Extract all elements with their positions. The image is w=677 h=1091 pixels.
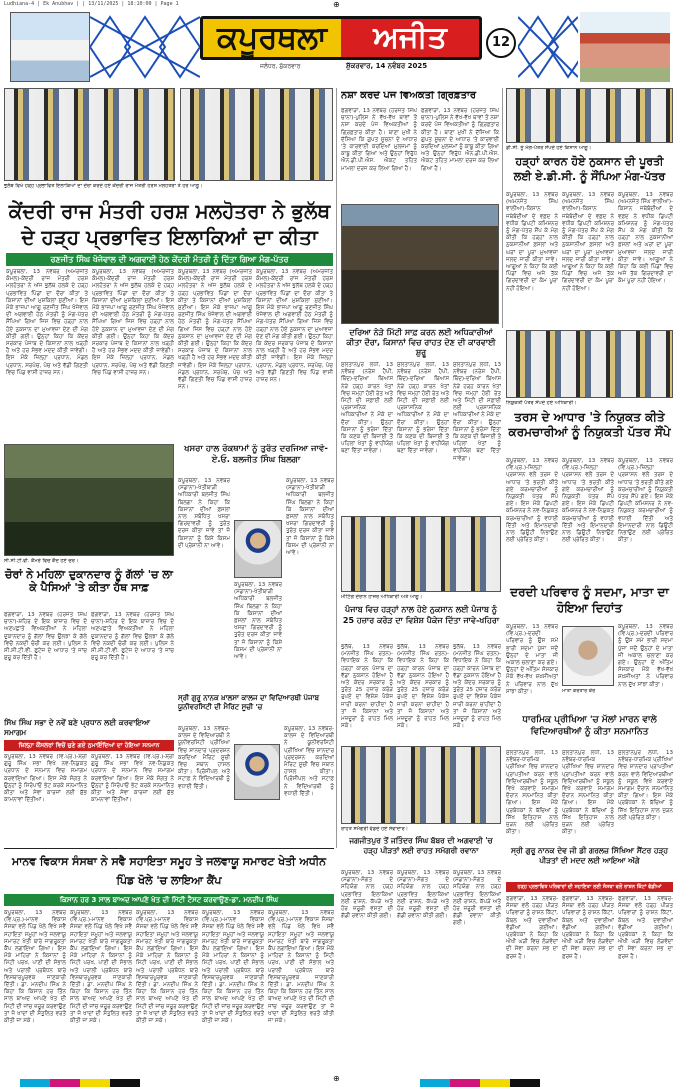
meeting-caption: ਮੀਟਿੰਗ ਦੌਰਾਨ ਹਾਜ਼ਰ ਅਧਿਕਾਰੀ ਅਤੇ ਆਗੂ। [341,594,423,600]
color-swatch-black-2 [510,1079,540,1087]
column-rule-1 [336,88,337,848]
print-slug: Ludhiana-4 | Ek Anubhav | | 13/11/2025 | 18:10:00 | Page 1 [4,1,179,7]
cctv-caption: ਸੀ.ਸੀ.ਟੀ.ਵੀ. ਕੈਮਰੇ ਵਿਚ ਕੈਦ ਹੋਏ ਚੋਰ। [4,558,79,564]
main-subhead: ਰਣਜੀਤ ਸਿੰਘ ਖੋਜੇਵਾਲ ਦੀ ਅਗਵਾਈ ਹੇਠ ਕੇਂਦਰੀ ਮੰਤਰੀ ਨੂੰ ਦਿੱਤਾ ਗਿਆ ਮੰਗ-ਪੱਤਰ [6,253,333,266]
thieves-body-2: ਫਗਵਾੜਾ, 13 ਨਵੰਬਰ (ਹਰਜੋਤ ਸਿੰਘ ਚਾਨਾ)-ਸ਼ਹਿਰ ਦੇ ਇਕ ਬਾਜ਼ਾਰ ਵਿਚ ਦੋ ਅਣਪਛਾਤੇ ਵਿਅਕਤੀਆਂ ਨੇ ਮਹਿਲਾ ਦੁਕਾਨਦਾਰ ਨੂੰ ਗੱਲਾਂ ਵਿਚ ਉਲਝਾ ਕੇ ਗੱਲੇ ਵਿਚੋਂ ਨਕਦੀ ਚੋਰੀ ਕਰ ਲਈ। ਪੁਲਿਸ ਨੇ ਸੀ.ਸੀ.ਟੀ.ਵੀ. ਫੁਟੇਜ ਦੇ ਆਧਾਰ 'ਤੇ ਜਾਂਚ ਸ਼ੁਰੂ ਕਰ ਦਿੱਤੀ ਹੈ। [91,612,174,662]
gurunanak-body-1: ਫਗਵਾੜਾ, 13 ਨਵੰਬਰ-ਸੰਸਥਾ ਵਲੋਂ ਹੜ੍ਹ ਪੀੜਤ ਪਰਿਵਾਰਾਂ ਨੂੰ ਰਾਸ਼ਨ ਕਿੱਟਾਂ, ਕੰਬਲ ਅਤੇ ਦਵਾਈਆਂ ਵੰਡੀਆਂ ਗਈਆਂ। ਪ੍ਰਬੰਧਕਾਂ ਨੇ ਕਿਹਾ ਕਿ ਔਖੀ ਘੜੀ ਵਿਚ ਲੋੜਵੰਦਾਂ ਦੀ ਸੇਵਾ ਕਰਨਾ ਸਭ ਦਾ ਫ਼ਰਜ਼ ਹੈ। [506,896,558,960]
dc-body-2: ਕਪੂਰਥਲਾ, 13 ਨਵੰਬਰ (ਅਮਨਜੋਤ ਸਿੰਘ ਵਾਲੀਆ)-ਕਿਸਾਨ ਜਥੇਬੰਦੀਆਂ ਦੇ ਵਫ਼ਦ ਨੇ ਵਧੀਕ ਡਿਪਟੀ ਕਮਿਸ਼ਨਰ ਨੂੰ ਮੰਗ-ਪੱਤਰ ਸੌਂਪ ਕੇ ਮੰਗ ਕੀਤੀ ਕਿ ਹੜ੍ਹਾਂ ਨਾਲ ਨੁਕਸਾਨੀਆਂ ਫ਼ਸਲਾਂ ਅਤੇ ਘਰਾਂ ਦਾ ਪੂਰਾ ਮੁਆਵਜ਼ਾ ਜਲਦ ਜਾਰੀ ਕੀਤਾ ਜਾਵੇ। ਆਗੂਆਂ ਨੇ ਕਿਹਾ ਕਿ ਕਈ ਪਿੰਡਾਂ ਵਿਚ ਅਜੇ ਤੱਕ ਗਿਰਦਾਵਰੀ ਦਾ ਕੰਮ ਪੂਰਾ ਨਹੀਂ ਹੋਇਆ। [562,192,614,292]
main-body-col4: ਕਪੂਰਥਲਾ, 13 ਨਵੰਬਰ (ਅਮਰਜੀਤ ਕੋਮਲ)-ਕੇਂਦਰੀ ਰਾਜ ਮੰਤਰੀ ਹਰਸ਼ ਮਲਹੋਤਰਾ ਨੇ ਅੱਜ ਭੁਲੱਥ ਹਲਕੇ ਦੇ ਹੜ੍ਹ ਪ੍ਰਭਾਵਿਤ ਪਿੰਡਾਂ ਦਾ ਦੌਰਾ ਕੀਤਾ ਤੇ ਕਿਸਾਨਾਂ ਦੀਆਂ ਮੁਸ਼ਕਿਲਾਂ ਸੁਣੀਆਂ। ਇਸ ਮੌਕੇ ਭਾਜਪਾ ਆਗੂ ਰਣਜੀਤ ਸਿੰਘ ਖੋਜੇਵਾਲ ਦੀ ਅਗਵਾਈ ਹੇਠ ਮੰਤਰੀ ਨੂੰ ਮੰਗ-ਪੱਤਰ ਸੌਂਪਿਆ ਗਿਆ ਜਿਸ ਵਿਚ ਹੜ੍ਹਾਂ ਨਾਲ ਹੋਏ ਨੁਕਸਾਨ ਦਾ ਮੁਆਵਜ਼ਾ ਦੇਣ ਦੀ ਮੰਗ ਕੀਤੀ ਗਈ। ਉਨ੍ਹਾਂ ਕਿਹਾ ਕਿ ਕੇਂਦਰ ਸਰਕਾਰ ਪੰਜਾਬ ਦੇ ਕਿਸਾਨਾਂ ਨਾਲ ਖੜ੍ਹੀ ਹੈ ਅਤੇ ਹਰ ਸੰਭਵ ਮਦਦ ਕੀਤੀ ਜਾਵੇਗੀ। ਇਸ ਮੌਕੇ ਜ਼ਿਲ੍ਹਾ ਪ੍ਰਧਾਨ, ਮੰਡਲ ਪ੍ਰਧਾਨ, ਸਰਪੰਚ, ਪੰਚ ਅਤੇ ਵੱਡੀ ਗਿਣਤੀ ਵਿਚ ਪਿੰਡ ਵਾਸੀ ਹਾਜ਼ਰ ਸਨ। [256,269,333,384]
main-headline: ਕੇਂਦਰੀ ਰਾਜ ਮੰਤਰੀ ਹਰਸ਼ ਮਲਹੋਤਰਾ ਨੇ ਭੁਲੱਥ ਦੇ ਹੜ੍ਹ ਪ੍ਰਭਾਵਿਤ ਇਲਾਕਿਆਂ ਦਾ ਕੀਤਾ [8,199,331,249]
camp-headline: ਮਾਨਵ ਵਿਕਾਸ ਸੰਸਥਾ ਨੇ ਸਵੈ ਸਹਾਇਤਾ ਸਮੂਹ ਤੇ ਜਲਵਾਯੂ ਸਮਾਰਟ ਖੇਤੀ ਅਧੀਨ ਪਿੰਡ ਖੋਲੇ 'ਚ ਲਾਇਆ ਕੈਂਪ [11,855,327,887]
khasra-body-1: ਕਪੂਰਥਲਾ, 13 ਨਵੰਬਰ (ਸਡਾਨਾ)-ਖੇਤੀਬਾੜੀ ਅਧਿਕਾਰੀ ਬਲਜੀਤ ਸਿੰਘ ਬਿਲਗਾ ਨੇ ਕਿਹਾ ਕਿ ਕਿਸਾਨਾਂ ਦੀਆਂ ਫ਼ਸਲਾਂ ਨਾਲ ਸਬੰਧਿਤ ਖਸਰਾ ਗਿਰਦਾਵਰੀ ਨੂੰ ਤੁਰੰਤ ਦਰਜ ਕੀਤਾ ਜਾਵੇ ਤਾਂ ਜੋ ਕਿਸਾਨਾਂ ਨੂੰ ਕਿਸੇ ਕਿਸਮ ਦੀ ਪ੍ਰੇਸ਼ਾਨੀ ਨਾ ਆਵੇ। [178,478,230,549]
relief-photo [341,746,501,824]
dc-body-1: ਕਪੂਰਥਲਾ, 13 ਨਵੰਬਰ (ਅਮਨਜੋਤ ਸਿੰਘ ਵਾਲੀਆ)-ਕਿਸਾਨ ਜਥੇਬੰਦੀਆਂ ਦੇ ਵਫ਼ਦ ਨੇ ਵਧੀਕ ਡਿਪਟੀ ਕਮਿਸ਼ਨਰ ਨੂੰ ਮੰਗ-ਪੱਤਰ ਸੌਂਪ ਕੇ ਮੰਗ ਕੀਤੀ ਕਿ ਹੜ੍ਹਾਂ ਨਾਲ ਨੁਕਸਾਨੀਆਂ ਫ਼ਸਲਾਂ ਅਤੇ ਘਰਾਂ ਦਾ ਪੂਰਾ ਮੁਆਵਜ਼ਾ ਜਲਦ ਜਾਰੀ ਕੀਤਾ ਜਾਵੇ। ਆਗੂਆਂ ਨੇ ਕਿਹਾ ਕਿ ਕਈ ਪਿੰਡਾਂ ਵਿਚ ਅਜੇ ਤੱਕ ਗਿਰਦਾਵਰੀ ਦਾ ਕੰਮ ਪੂਰਾ ਨਹੀਂ ਹੋਇਆ। [506,192,558,292]
main-photo-2 [180,88,333,181]
compassion-body-2: ਕਪੂਰਥਲਾ, 13 ਨਵੰਬਰ (ਵਿ.ਪ੍ਰ.)-ਜ਼ਿਲ੍ਹਾ ਪ੍ਰਸ਼ਾਸਨ ਵਲੋਂ ਤਰਸ ਦੇ ਆਧਾਰ 'ਤੇ ਭਰਤੀ ਕੀਤੇ ਗਏ ਕਰਮਚਾਰੀਆਂ ਨੂੰ ਨਿਯੁਕਤੀ ਪੱਤਰ ਸੌਂਪੇ ਗਏ। ਇਸ ਮੌਕੇ ਡਿਪਟੀ ਕਮਿਸ਼ਨਰ ਨੇ ਨਵ-ਨਿਯੁਕਤ ਕਰਮਚਾਰੀਆਂ ਨੂੰ ਵਧਾਈ ਦਿੱਤੀ ਅਤੇ ਇਮਾਨਦਾਰੀ ਨਾਲ ਡਿਊਟੀ ਨਿਭਾਉਣ ਲਈ ਪ੍ਰੇਰਿਤ ਕੀਤਾ। [562,458,614,544]
masthead-pattern-left [90,12,200,82]
khasra-portrait [234,520,282,578]
masthead-pattern-right [518,12,578,82]
masthead-right-image [580,12,670,82]
relief-caption: ਰਾਹਤ ਸਮੱਗਰੀ ਵੰਡਦੇ ਹੋਏ ਸੇਵਾਦਾਰ। [341,826,409,832]
religious-body-1: ਸੁਲਤਾਨਪੁਰ ਲੋਧੀ, 13 ਨਵੰਬਰ-ਧਾਰਮਿਕ ਪ੍ਰੀਖਿਆ ਵਿਚ ਸ਼ਾਨਦਾਰ ਪ੍ਰਾਪਤੀਆਂ ਕਰਨ ਵਾਲੇ ਵਿਦਿਆਰਥੀਆਂ ਨੂੰ ਸਕੂਲ ਵਿਖੇ ਕਰਵਾਏ ਸਮਾਗਮ ਦੌਰਾਨ ਸਨਮਾਨਿਤ ਕੀਤਾ ਗਿਆ। ਇਸ ਮੌਕੇ ਪ੍ਰਬੰਧਕਾਂ ਨੇ ਬੱਚਿਆਂ ਨੂੰ ਸਿੱਖ ਇਤਿਹਾਸ ਨਾਲ ਜੁੜਨ ਲਈ ਪ੍ਰੇਰਿਤ ਕੀਤਾ। [506,750,558,836]
color-swatch-black [110,1079,140,1087]
religious-headline: ਧਾਰਮਿਕ ਪ੍ਰੀਖਿਆ 'ਚ ਮੱਲਾਂ ਮਾਰਨ ਵਾਲੇ ਵਿਦਿਆਰਥੀਆਂ ਨੂੰ ਕੀਤਾ ਸਨਮਾਨਿਤ [522,715,657,737]
relief-headline: ਜਗਜੀਤਪੁਰ ਤੋਂ ਜਤਿੰਦਰ ਸਿੰਘ ਬੱਬਰ ਦੀ ਅਗਵਾਈ 'ਚ ਹੜ੍ਹ ਪੀੜਤਾਂ ਲਈ ਰਾਹਤ ਸਮੱਗਰੀ ਰਵਾਨਾ [349,836,493,855]
masthead-city: ਕਪੂਰਥਲਾ [217,20,327,56]
river-headline: ਦਰਿਆ ਨੇੜੇ ਮਿੱਟੀ ਸਾਫ਼ ਕਰਨ ਲਈ ਅਧਿਕਾਰੀਆਂ ਕੀਤਾ ਦੌਰਾ, ਕਿਸਾਨਾਂ ਵਿਚ ਰਾਹਤ ਦੇਣ ਦੀ ਕਾਰਵਾਈ ਸ਼ੁਰੂ [346,328,496,357]
punjab25-headline: ਪੰਜਾਬ ਵਿਚ ਹੜ੍ਹਾਂ ਨਾਲ ਹੋਏ ਨੁਕਸਾਨ ਲਈ ਪੰਜਾਬ ਨੂੰ 25 ਹਜ਼ਾਰ ਕਰੋੜ ਦਾ ਵਿਸ਼ੇਸ਼ ਪੈਕੇਜ ਦਿੱਤਾ ਜਾਵੇ-ਖਹਿਰਾ [342,605,500,625]
sabha-body-1: ਕਪੂਰਥਲਾ, 13 ਨਵੰਬਰ (ਵਿ.ਪ੍ਰ.)-ਸ਼੍ਰੀ ਗੁਰੂ ਸਿੰਘ ਸਭਾ ਵਿਖੇ ਨਵ-ਨਿਯੁਕਤ ਪ੍ਰਧਾਨ ਦੇ ਸਨਮਾਨ ਵਿਚ ਸਮਾਗਮ ਕਰਵਾਇਆ ਗਿਆ। ਇਸ ਮੌਕੇ ਸੰਗਤ ਨੇ ਉਨ੍ਹਾਂ ਨੂੰ ਸਿਰੋਪਾਓ ਭੇਟ ਕਰਕੇ ਸਨਮਾਨਿਤ ਕੀਤਾ ਅਤੇ ਸੇਵਾ ਕਾਰਜਾਂ ਲਈ ਸ਼ੁੱਭ ਕਾਮਨਾਵਾਂ ਦਿੱਤੀਆਂ। [4,754,87,804]
condolence-portrait [562,626,614,686]
camp-body-4: ਕਪੂਰਥਲਾ, 13 ਨਵੰਬਰ (ਵਿ.ਪ੍ਰ.)-ਮਾਨਵ ਵਿਕਾਸ ਸੰਸਥਾ ਵਲੋਂ ਪਿੰਡ ਖੋਲੇ ਵਿਖੇ ਸਵੈ ਸਹਾਇਤਾ ਸਮੂਹਾਂ ਅਤੇ ਜਲਵਾਯੂ ਸਮਾਰਟ ਖੇਤੀ ਬਾਰੇ ਜਾਗਰੂਕਤਾ ਕੈਂਪ ਲਗਾਇਆ ਗਿਆ। ਇਸ ਮੌਕੇ ਮਾਹਿਰਾਂ ਨੇ ਕਿਸਾਨਾਂ ਨੂੰ ਮਿੱਟੀ ਪਰਖ, ਪਾਣੀ ਦੀ ਸੰਭਾਲ ਅਤੇ ਪਰਾਲੀ ਪ੍ਰਬੰਧਨ ਬਾਰੇ ਵਿਸਥਾਰਪੂਰਵਕ ਜਾਣਕਾਰੀ ਦਿੱਤੀ। ਡਾ. ਮਨਦੀਪ ਸਿੰਘ ਨੇ ਕਿਹਾ ਕਿ ਕਿਸਾਨ ਹਰ ਤਿੰਨ ਸਾਲ ਬਾਅਦ ਆਪਣੇ ਖੇਤ ਦੀ ਮਿੱਟੀ ਦੀ ਜਾਂਚ ਜ਼ਰੂਰ ਕਰਵਾਉਣ ਤਾਂ ਜੋ ਖਾਦਾਂ ਦੀ ਸੰਤੁਲਿਤ ਵਰਤੋਂ ਕੀਤੀ ਜਾ ਸਕੇ। [202,910,264,1025]
color-swatch-yellow [80,1079,110,1087]
river-body-1: ਸੁਲਤਾਨਪੁਰ ਲੋਧੀ, 13 ਨਵੰਬਰ (ਨਰੇਸ਼ ਹੈਪੀ, ਥਿੰਦ)-ਦਰਿਆ ਬਿਆਸ ਨੇੜੇ ਹੜ੍ਹ ਕਾਰਨ ਖੇਤਾਂ ਵਿਚ ਜਮ੍ਹਾਂ ਹੋਈ ਰੇਤ ਅਤੇ ਮਿੱਟੀ ਦੀ ਸਫ਼ਾਈ ਲਈ ਪ੍ਰਸ਼ਾਸਨਿਕ ਅਧਿਕਾਰੀਆਂ ਨੇ ਮੌਕੇ ਦਾ ਦੌਰਾ ਕੀਤਾ। ਉਨ੍ਹਾਂ ਕਿਸਾਨਾਂ ਨੂੰ ਭਰੋਸਾ ਦਿੱਤਾ ਕਿ ਕਣਕ ਦੀ ਬਿਜਾਈ ਤੋਂ ਪਹਿਲਾਂ ਖੇਤਾਂ ਨੂੰ ਵਾਹੀਯੋਗ ਬਣਾ ਦਿੱਤਾ ਜਾਵੇਗਾ। [341,362,393,455]
camp-body-1: ਕਪੂਰਥਲਾ, 13 ਨਵੰਬਰ (ਵਿ.ਪ੍ਰ.)-ਮਾਨਵ ਵਿਕਾਸ ਸੰਸਥਾ ਵਲੋਂ ਪਿੰਡ ਖੋਲੇ ਵਿਖੇ ਸਵੈ ਸਹਾਇਤਾ ਸਮੂਹਾਂ ਅਤੇ ਜਲਵਾਯੂ ਸਮਾਰਟ ਖੇਤੀ ਬਾਰੇ ਜਾਗਰੂਕਤਾ ਕੈਂਪ ਲਗਾਇਆ ਗਿਆ। ਇਸ ਮੌਕੇ ਮਾਹਿਰਾਂ ਨੇ ਕਿਸਾਨਾਂ ਨੂੰ ਮਿੱਟੀ ਪਰਖ, ਪਾਣੀ ਦੀ ਸੰਭਾਲ ਅਤੇ ਪਰਾਲੀ ਪ੍ਰਬੰਧਨ ਬਾਰੇ ਵਿਸਥਾਰਪੂਰਵਕ ਜਾਣਕਾਰੀ ਦਿੱਤੀ। ਡਾ. ਮਨਦੀਪ ਸਿੰਘ ਨੇ ਕਿਹਾ ਕਿ ਕਿਸਾਨ ਹਰ ਤਿੰਨ ਸਾਲ ਬਾਅਦ ਆਪਣੇ ਖੇਤ ਦੀ ਮਿੱਟੀ ਦੀ ਜਾਂਚ ਜ਼ਰੂਰ ਕਰਵਾਉਣ ਤਾਂ ਜੋ ਖਾਦਾਂ ਦੀ ਸੰਤੁਲਿਤ ਵਰਤੋਂ ਕੀਤੀ ਜਾ ਸਕੇ। [4,910,66,1025]
page-number: 12 [486,28,516,58]
relief-body-1: ਕਪੂਰਥਲਾ, 13 ਨਵੰਬਰ (ਸਡਾਨਾ)-ਸੰਗਤ ਦੇ ਸਹਿਯੋਗ ਨਾਲ ਹੜ੍ਹ ਪ੍ਰਭਾਵਿਤ ਇਲਾਕਿਆਂ ਲਈ ਰਾਸ਼ਨ, ਕੱਪੜੇ ਅਤੇ ਹੋਰ ਜ਼ਰੂਰੀ ਵਸਤਾਂ ਦੀ ਗੱਡੀ ਰਵਾਨਾ ਕੀਤੀ ਗਈ। [341,870,393,920]
punjab25-body-1: ਭੁਲੱਥ, 13 ਨਵੰਬਰ (ਮਨਜੀਤ ਸਿੰਘ ਰਤਨ)-ਵਿਧਾਇਕ ਨੇ ਕਿਹਾ ਕਿ ਹੜ੍ਹਾਂ ਕਾਰਨ ਪੰਜਾਬ ਦਾ ਵੱਡਾ ਨੁਕਸਾਨ ਹੋਇਆ ਹੈ ਅਤੇ ਕੇਂਦਰ ਸਰਕਾਰ ਨੂੰ ਤੁਰੰਤ 25 ਹਜ਼ਾਰ ਕਰੋੜ ਰੁਪਏ ਦਾ ਵਿਸ਼ੇਸ਼ ਪੈਕੇਜ ਜਾਰੀ ਕਰਨਾ ਚਾਹੀਦਾ ਹੈ ਤਾਂ ਜੋ ਕਿਸਾਨਾਂ ਅਤੇ ਮਜ਼ਦੂਰਾਂ ਨੂੰ ਰਾਹਤ ਮਿਲ ਸਕੇ। [341,644,393,730]
condolence-caption: ਮਾਤਾ ਕਰਤਾਰ ਕੌਰ [562,688,596,694]
sabha-body-2: ਕਪੂਰਥਲਾ, 13 ਨਵੰਬਰ (ਵਿ.ਪ੍ਰ.)-ਸ਼੍ਰੀ ਗੁਰੂ ਸਿੰਘ ਸਭਾ ਵਿਖੇ ਨਵ-ਨਿਯੁਕਤ ਪ੍ਰਧਾਨ ਦੇ ਸਨਮਾਨ ਵਿਚ ਸਮਾਗਮ ਕਰਵਾਇਆ ਗਿਆ। ਇਸ ਮੌਕੇ ਸੰਗਤ ਨੇ ਉਨ੍ਹਾਂ ਨੂੰ ਸਿਰੋਪਾਓ ਭੇਟ ਕਰਕੇ ਸਨਮਾਨਿਤ ਕੀਤਾ ਅਤੇ ਸੇਵਾ ਕਾਰਜਾਂ ਲਈ ਸ਼ੁੱਭ ਕਾਮਨਾਵਾਂ ਦਿੱਤੀਆਂ। [91,754,174,804]
main-body-col1: ਕਪੂਰਥਲਾ, 13 ਨਵੰਬਰ (ਅਮਰਜੀਤ ਕੋਮਲ)-ਕੇਂਦਰੀ ਰਾਜ ਮੰਤਰੀ ਹਰਸ਼ ਮਲਹੋਤਰਾ ਨੇ ਅੱਜ ਭੁਲੱਥ ਹਲਕੇ ਦੇ ਹੜ੍ਹ ਪ੍ਰਭਾਵਿਤ ਪਿੰਡਾਂ ਦਾ ਦੌਰਾ ਕੀਤਾ ਤੇ ਕਿਸਾਨਾਂ ਦੀਆਂ ਮੁਸ਼ਕਿਲਾਂ ਸੁਣੀਆਂ। ਇਸ ਮੌਕੇ ਭਾਜਪਾ ਆਗੂ ਰਣਜੀਤ ਸਿੰਘ ਖੋਜੇਵਾਲ ਦੀ ਅਗਵਾਈ ਹੇਠ ਮੰਤਰੀ ਨੂੰ ਮੰਗ-ਪੱਤਰ ਸੌਂਪਿਆ ਗਿਆ ਜਿਸ ਵਿਚ ਹੜ੍ਹਾਂ ਨਾਲ ਹੋਏ ਨੁਕਸਾਨ ਦਾ ਮੁਆਵਜ਼ਾ ਦੇਣ ਦੀ ਮੰਗ ਕੀਤੀ ਗਈ। ਉਨ੍ਹਾਂ ਕਿਹਾ ਕਿ ਕੇਂਦਰ ਸਰਕਾਰ ਪੰਜਾਬ ਦੇ ਕਿਸਾਨਾਂ ਨਾਲ ਖੜ੍ਹੀ ਹੈ ਅਤੇ ਹਰ ਸੰਭਵ ਮਦਦ ਕੀਤੀ ਜਾਵੇਗੀ। ਇਸ ਮੌਕੇ ਜ਼ਿਲ੍ਹਾ ਪ੍ਰਧਾਨ, ਮੰਡਲ ਪ੍ਰਧਾਨ, ਸਰਪੰਚ, ਪੰਚ ਅਤੇ ਵੱਡੀ ਗਿਣਤੀ ਵਿਚ ਪਿੰਡ ਵਾਸੀ ਹਾਜ਼ਰ ਸਨ। [6,269,88,376]
religious-body-2: ਸੁਲਤਾਨਪੁਰ ਲੋਧੀ, 13 ਨਵੰਬਰ-ਧਾਰਮਿਕ ਪ੍ਰੀਖਿਆ ਵਿਚ ਸ਼ਾਨਦਾਰ ਪ੍ਰਾਪਤੀਆਂ ਕਰਨ ਵਾਲੇ ਵਿਦਿਆਰਥੀਆਂ ਨੂੰ ਸਕੂਲ ਵਿਖੇ ਕਰਵਾਏ ਸਮਾਗਮ ਦੌਰਾਨ ਸਨਮਾਨਿਤ ਕੀਤਾ ਗਿਆ। ਇਸ ਮੌਕੇ ਪ੍ਰਬੰਧਕਾਂ ਨੇ ਬੱਚਿਆਂ ਨੂੰ ਸਿੱਖ ਇਤਿਹਾਸ ਨਾਲ ਜੁੜਨ ਲਈ ਪ੍ਰੇਰਿਤ ਕੀਤਾ। [562,750,614,836]
river-body-2: ਸੁਲਤਾਨਪੁਰ ਲੋਧੀ, 13 ਨਵੰਬਰ (ਨਰੇਸ਼ ਹੈਪੀ, ਥਿੰਦ)-ਦਰਿਆ ਬਿਆਸ ਨੇੜੇ ਹੜ੍ਹ ਕਾਰਨ ਖੇਤਾਂ ਵਿਚ ਜਮ੍ਹਾਂ ਹੋਈ ਰੇਤ ਅਤੇ ਮਿੱਟੀ ਦੀ ਸਫ਼ਾਈ ਲਈ ਪ੍ਰਸ਼ਾਸਨਿਕ ਅਧਿਕਾਰੀਆਂ ਨੇ ਮੌਕੇ ਦਾ ਦੌਰਾ ਕੀਤਾ। ਉਨ੍ਹਾਂ ਕਿਸਾਨਾਂ ਨੂੰ ਭਰੋਸਾ ਦਿੱਤਾ ਕਿ ਕਣਕ ਦੀ ਬਿਜਾਈ ਤੋਂ ਪਹਿਲਾਂ ਖੇਤਾਂ ਨੂੰ ਵਾਹੀਯੋਗ ਬਣਾ ਦਿੱਤਾ ਜਾਵੇਗਾ। [397,362,449,455]
meeting-photo [341,516,501,592]
gurunanak-body-2: ਫਗਵਾੜਾ, 13 ਨਵੰਬਰ-ਸੰਸਥਾ ਵਲੋਂ ਹੜ੍ਹ ਪੀੜਤ ਪਰਿਵਾਰਾਂ ਨੂੰ ਰਾਸ਼ਨ ਕਿੱਟਾਂ, ਕੰਬਲ ਅਤੇ ਦਵਾਈਆਂ ਵੰਡੀਆਂ ਗਈਆਂ। ਪ੍ਰਬੰਧਕਾਂ ਨੇ ਕਿਹਾ ਕਿ ਔਖੀ ਘੜੀ ਵਿਚ ਲੋੜਵੰਦਾਂ ਦੀ ਸੇਵਾ ਕਰਨਾ ਸਭ ਦਾ ਫ਼ਰਜ਼ ਹੈ। [562,896,614,960]
punjab25-body-3: ਭੁਲੱਥ, 13 ਨਵੰਬਰ (ਮਨਜੀਤ ਸਿੰਘ ਰਤਨ)-ਵਿਧਾਇਕ ਨੇ ਕਿਹਾ ਕਿ ਹੜ੍ਹਾਂ ਕਾਰਨ ਪੰਜਾਬ ਦਾ ਵੱਡਾ ਨੁਕਸਾਨ ਹੋਇਆ ਹੈ ਅਤੇ ਕੇਂਦਰ ਸਰਕਾਰ ਨੂੰ ਤੁਰੰਤ 25 ਹਜ਼ਾਰ ਕਰੋੜ ਰੁਪਏ ਦਾ ਵਿਸ਼ੇਸ਼ ਪੈਕੇਜ ਜਾਰੀ ਕਰਨਾ ਚਾਹੀਦਾ ਹੈ ਤਾਂ ਜੋ ਕਿਸਾਨਾਂ ਅਤੇ ਮਜ਼ਦੂਰਾਂ ਨੂੰ ਰਾਹਤ ਮਿਲ ਸਕੇ। [453,644,501,730]
nameplate-border [200,16,482,60]
student-body-1: ਕਪੂਰਥਲਾ, 13 ਨਵੰਬਰ-ਕਾਲਜ ਦੇ ਵਿਦਿਆਰਥੀ ਨੇ ਯੂਨੀਵਰਸਿਟੀ ਪ੍ਰੀਖਿਆ ਵਿਚ ਸ਼ਾਨਦਾਰ ਪ੍ਰਦਰਸ਼ਨ ਕਰਦਿਆਂ ਮੈਰਿਟ ਸੂਚੀ ਵਿਚ ਸਥਾਨ ਹਾਸਲ ਕੀਤਾ। ਪ੍ਰਿੰਸੀਪਲ ਅਤੇ ਸਟਾਫ਼ ਨੇ ਵਿਦਿਆਰਥੀ ਨੂੰ ਵਧਾਈ ਦਿੱਤੀ। [178,726,230,790]
compassion-body-3: ਕਪੂਰਥਲਾ, 13 ਨਵੰਬਰ (ਵਿ.ਪ੍ਰ.)-ਜ਼ਿਲ੍ਹਾ ਪ੍ਰਸ਼ਾਸਨ ਵਲੋਂ ਤਰਸ ਦੇ ਆਧਾਰ 'ਤੇ ਭਰਤੀ ਕੀਤੇ ਗਏ ਕਰਮਚਾਰੀਆਂ ਨੂੰ ਨਿਯੁਕਤੀ ਪੱਤਰ ਸੌਂਪੇ ਗਏ। ਇਸ ਮੌਕੇ ਡਿਪਟੀ ਕਮਿਸ਼ਨਰ ਨੇ ਨਵ-ਨਿਯੁਕਤ ਕਰਮਚਾਰੀਆਂ ਨੂੰ ਵਧਾਈ ਦਿੱਤੀ ਅਤੇ ਇਮਾਨਦਾਰੀ ਨਾਲ ਡਿਊਟੀ ਨਿਭਾਉਣ ਲਈ ਪ੍ਰੇਰਿਤ ਕੀਤਾ। [618,458,673,544]
camp-top-rule [4,848,334,849]
registration-mark-bottom: ⊕ [333,1074,340,1083]
masthead [0,12,677,84]
khasra-headline: ਖਸਰਾ ਹਾਲ ਰੋਕਥਾਮਾਂ ਨੂੰ ਤੁਰੰਤ ਦਰਜਿਆ ਜਾਵੇ-ਏ.ਓ. ਬਲਜੀਤ ਸਿੰਘ ਬਿਲਗਾ [184,444,328,465]
punjab25-body-2: ਭੁਲੱਥ, 13 ਨਵੰਬਰ (ਮਨਜੀਤ ਸਿੰਘ ਰਤਨ)-ਵਿਧਾਇਕ ਨੇ ਕਿਹਾ ਕਿ ਹੜ੍ਹਾਂ ਕਾਰਨ ਪੰਜਾਬ ਦਾ ਵੱਡਾ ਨੁਕਸਾਨ ਹੋਇਆ ਹੈ ਅਤੇ ਕੇਂਦਰ ਸਰਕਾਰ ਨੂੰ ਤੁਰੰਤ 25 ਹਜ਼ਾਰ ਕਰੋੜ ਰੁਪਏ ਦਾ ਵਿਸ਼ੇਸ਼ ਪੈਕੇਜ ਜਾਰੀ ਕਰਨਾ ਚਾਹੀਦਾ ਹੈ ਤਾਂ ਜੋ ਕਿਸਾਨਾਂ ਅਤੇ ਮਜ਼ਦੂਰਾਂ ਨੂੰ ਰਾਹਤ ਮਿਲ ਸਕੇ। [397,644,449,730]
gurunanak-headline: ਸ੍ਰੀ ਗੁਰੂ ਨਾਨਕ ਦੇਵ ਜੀ ਡੀ ਗਰਲਜ਼ ਸਿੱਖਿਆ ਸੈਂਟਰ ਹੜ੍ਹ ਪੀੜਤਾਂ ਦੀ ਮਦਦ ਲਈ ਆਇਆ ਅੱਗੇ [511,846,668,865]
dc-headline: ਹੜ੍ਹਾਂ ਕਾਰਨ ਹੋਏ ਨੁਕਸਾਨ ਦੀ ਪੂਰਤੀ ਲਈ ਏ.ਡੀ.ਸੀ. ਨੂੰ ਸੌਂਪਿਆ ਮੰਗ-ਪੱਤਰ [513,155,666,183]
nameplate-yellow [203,19,341,57]
drugs-body-1: ਫਗਵਾੜਾ, 13 ਨਵੰਬਰ (ਹਰਜੋਤ ਸਿੰਘ ਚਾਨਾ)-ਪੁਲਿਸ ਨੇ ਵੱਖ-ਵੱਖ ਥਾਵਾਂ ਤੋਂ ਨਸ਼ਾ ਕਰਦੇ ਪੰਜ ਵਿਅਕਤੀਆਂ ਨੂੰ ਗ੍ਰਿਫ਼ਤਾਰ ਕੀਤਾ ਹੈ। ਥਾਣਾ ਮੁਖੀ ਨੇ ਦੱਸਿਆ ਕਿ ਗੁਪਤ ਸੂਚਨਾ ਦੇ ਆਧਾਰ 'ਤੇ ਕਾਰਵਾਈ ਕਰਦਿਆਂ ਮੁਲਜ਼ਮਾਂ ਨੂੰ ਕਾਬੂ ਕੀਤਾ ਗਿਆ ਅਤੇ ਉਨ੍ਹਾਂ ਵਿਰੁੱਧ ਐਨ.ਡੀ.ਪੀ.ਐਸ. ਐਕਟ ਤਹਿਤ ਮਾਮਲਾ ਦਰਜ ਕਰ ਲਿਆ ਗਿਆ ਹੈ। [341,108,417,172]
thieves-body-1: ਫਗਵਾੜਾ, 13 ਨਵੰਬਰ (ਹਰਜੋਤ ਸਿੰਘ ਚਾਨਾ)-ਸ਼ਹਿਰ ਦੇ ਇਕ ਬਾਜ਼ਾਰ ਵਿਚ ਦੋ ਅਣਪਛਾਤੇ ਵਿਅਕਤੀਆਂ ਨੇ ਮਹਿਲਾ ਦੁਕਾਨਦਾਰ ਨੂੰ ਗੱਲਾਂ ਵਿਚ ਉਲਝਾ ਕੇ ਗੱਲੇ ਵਿਚੋਂ ਨਕਦੀ ਚੋਰੀ ਕਰ ਲਈ। ਪੁਲਿਸ ਨੇ ਸੀ.ਸੀ.ਟੀ.ਵੀ. ਫੁਟੇਜ ਦੇ ਆਧਾਰ 'ਤੇ ਜਾਂਚ ਸ਼ੁਰੂ ਕਰ ਦਿੱਤੀ ਹੈ। [4,612,87,662]
compassion-headline: ਤਰਸ ਦੇ ਆਧਾਰ 'ਤੇ ਨਿਯੁਕਤ ਕੀਤੇ ਕਰਮਚਾਰੀਆਂ ਨੂੰ ਨਿਯੁਕਤੀ ਪੱਤਰ ਸੌਂਪੇ [508,410,671,439]
compassion-photo [506,330,673,398]
compassion-body-1: ਕਪੂਰਥਲਾ, 13 ਨਵੰਬਰ (ਵਿ.ਪ੍ਰ.)-ਜ਼ਿਲ੍ਹਾ ਪ੍ਰਸ਼ਾਸਨ ਵਲੋਂ ਤਰਸ ਦੇ ਆਧਾਰ 'ਤੇ ਭਰਤੀ ਕੀਤੇ ਗਏ ਕਰਮਚਾਰੀਆਂ ਨੂੰ ਨਿਯੁਕਤੀ ਪੱਤਰ ਸੌਂਪੇ ਗਏ। ਇਸ ਮੌਕੇ ਡਿਪਟੀ ਕਮਿਸ਼ਨਰ ਨੇ ਨਵ-ਨਿਯੁਕਤ ਕਰਮਚਾਰੀਆਂ ਨੂੰ ਵਧਾਈ ਦਿੱਤੀ ਅਤੇ ਇਮਾਨਦਾਰੀ ਨਾਲ ਡਿਊਟੀ ਨਿਭਾਉਣ ਲਈ ਪ੍ਰੇਰਿਤ ਕੀਤਾ। [506,458,558,544]
khasra-body-3: ਕਪੂਰਥਲਾ, 13 ਨਵੰਬਰ (ਸਡਾਨਾ)-ਖੇਤੀਬਾੜੀ ਅਧਿਕਾਰੀ ਬਲਜੀਤ ਸਿੰਘ ਬਿਲਗਾ ਨੇ ਕਿਹਾ ਕਿ ਕਿਸਾਨਾਂ ਦੀਆਂ ਫ਼ਸਲਾਂ ਨਾਲ ਸਬੰਧਿਤ ਖਸਰਾ ਗਿਰਦਾਵਰੀ ਨੂੰ ਤੁਰੰਤ ਦਰਜ ਕੀਤਾ ਜਾਵੇ ਤਾਂ ਜੋ ਕਿਸਾਨਾਂ ਨੂੰ ਕਿਸੇ ਕਿਸਮ ਦੀ ਪ੍ਰੇਸ਼ਾਨੀ ਨਾ ਆਵੇ। [286,478,334,557]
masthead-paper: ਅਜੀਤ [373,20,447,55]
compassion-caption: ਨਿਯੁਕਤੀ ਪੱਤਰ ਸੌਂਪਦੇ ਹੋਏ ਅਧਿਕਾਰੀ। [506,400,577,406]
main-body-col2: ਕਪੂਰਥਲਾ, 13 ਨਵੰਬਰ (ਅਮਰਜੀਤ ਕੋਮਲ)-ਕੇਂਦਰੀ ਰਾਜ ਮੰਤਰੀ ਹਰਸ਼ ਮਲਹੋਤਰਾ ਨੇ ਅੱਜ ਭੁਲੱਥ ਹਲਕੇ ਦੇ ਹੜ੍ਹ ਪ੍ਰਭਾਵਿਤ ਪਿੰਡਾਂ ਦਾ ਦੌਰਾ ਕੀਤਾ ਤੇ ਕਿਸਾਨਾਂ ਦੀਆਂ ਮੁਸ਼ਕਿਲਾਂ ਸੁਣੀਆਂ। ਇਸ ਮੌਕੇ ਭਾਜਪਾ ਆਗੂ ਰਣਜੀਤ ਸਿੰਘ ਖੋਜੇਵਾਲ ਦੀ ਅਗਵਾਈ ਹੇਠ ਮੰਤਰੀ ਨੂੰ ਮੰਗ-ਪੱਤਰ ਸੌਂਪਿਆ ਗਿਆ ਜਿਸ ਵਿਚ ਹੜ੍ਹਾਂ ਨਾਲ ਹੋਏ ਨੁਕਸਾਨ ਦਾ ਮੁਆਵਜ਼ਾ ਦੇਣ ਦੀ ਮੰਗ ਕੀਤੀ ਗਈ। ਉਨ੍ਹਾਂ ਕਿਹਾ ਕਿ ਕੇਂਦਰ ਸਰਕਾਰ ਪੰਜਾਬ ਦੇ ਕਿਸਾਨਾਂ ਨਾਲ ਖੜ੍ਹੀ ਹੈ ਅਤੇ ਹਰ ਸੰਭਵ ਮਦਦ ਕੀਤੀ ਜਾਵੇਗੀ। ਇਸ ਮੌਕੇ ਜ਼ਿਲ੍ਹਾ ਪ੍ਰਧਾਨ, ਮੰਡਲ ਪ੍ਰਧਾਨ, ਸਰਪੰਚ, ਪੰਚ ਅਤੇ ਵੱਡੀ ਗਿਣਤੀ ਵਿਚ ਪਿੰਡ ਵਾਸੀ ਹਾਜ਼ਰ ਸਨ। [92,269,174,376]
masthead-date: ਸ਼ੁੱਕਰਵਾਰ, 14 ਨਵੰਬਰ 2025 [346,62,428,70]
relief-body-3: ਕਪੂਰਥਲਾ, 13 ਨਵੰਬਰ (ਸਡਾਨਾ)-ਸੰਗਤ ਦੇ ਸਹਿਯੋਗ ਨਾਲ ਹੜ੍ਹ ਪ੍ਰਭਾਵਿਤ ਇਲਾਕਿਆਂ ਲਈ ਰਾਸ਼ਨ, ਕੱਪੜੇ ਅਤੇ ਹੋਰ ਜ਼ਰੂਰੀ ਵਸਤਾਂ ਦੀ ਗੱਡੀ ਰਵਾਨਾ ਕੀਤੀ ਗਈ। [453,870,501,927]
khasra-body-2: ਕਪੂਰਥਲਾ, 13 ਨਵੰਬਰ (ਸਡਾਨਾ)-ਖੇਤੀਬਾੜੀ ਅਧਿਕਾਰੀ ਬਲਜੀਤ ਸਿੰਘ ਬਿਲਗਾ ਨੇ ਕਿਹਾ ਕਿ ਕਿਸਾਨਾਂ ਦੀਆਂ ਫ਼ਸਲਾਂ ਨਾਲ ਸਬੰਧਿਤ ਖਸਰਾ ਗਿਰਦਾਵਰੀ ਨੂੰ ਤੁਰੰਤ ਦਰਜ ਕੀਤਾ ਜਾਵੇ ਤਾਂ ਜੋ ਕਿਸਾਨਾਂ ਨੂੰ ਕਿਸੇ ਕਿਸਮ ਦੀ ਪ੍ਰੇਸ਼ਾਨੀ ਨਾ ਆਵੇ। [234,582,282,661]
student-body-2: ਕਪੂਰਥਲਾ, 13 ਨਵੰਬਰ-ਕਾਲਜ ਦੇ ਵਿਦਿਆਰਥੀ ਨੇ ਯੂਨੀਵਰਸਿਟੀ ਪ੍ਰੀਖਿਆ ਵਿਚ ਸ਼ਾਨਦਾਰ ਪ੍ਰਦਰਸ਼ਨ ਕਰਦਿਆਂ ਮੈਰਿਟ ਸੂਚੀ ਵਿਚ ਸਥਾਨ ਹਾਸਲ ਕੀਤਾ। ਪ੍ਰਿੰਸੀਪਲ ਅਤੇ ਸਟਾਫ਼ ਨੇ ਵਿਦਿਆਰਥੀ ਨੂੰ ਵਧਾਈ ਦਿੱਤੀ। [284,726,334,797]
color-swatch-cyan [20,1079,50,1087]
masthead-left-image [10,12,90,82]
color-swatch-magenta [50,1079,80,1087]
color-bar [20,1072,260,1080]
dc-photo [506,88,673,143]
camp-banner: ਕਿਸਾਨ ਹਰ 3 ਸਾਲ ਬਾਅਦ ਆਪਣੇ ਖੇਤ ਦੀ ਮਿੱਟੀ ਟੈਸਟ ਕਰਵਾਉਣ-ਡਾ. ਮਨਦੀਪ ਸਿੰਘ [4,894,334,906]
gurunanak-banner: ਹੜ੍ਹ ਪ੍ਰਭਾਵਿਤ ਪਰਿਵਾਰਾਂ ਦੀ ਸਹਾਇਤਾ ਲਈ ਸੰਸਥਾ ਵਲੋਂ ਰਾਸ਼ਨ ਕਿੱਟਾਂ ਵੰਡੀਆਂ [506,882,673,892]
camp-body-3: ਕਪੂਰਥਲਾ, 13 ਨਵੰਬਰ (ਵਿ.ਪ੍ਰ.)-ਮਾਨਵ ਵਿਕਾਸ ਸੰਸਥਾ ਵਲੋਂ ਪਿੰਡ ਖੋਲੇ ਵਿਖੇ ਸਵੈ ਸਹਾਇਤਾ ਸਮੂਹਾਂ ਅਤੇ ਜਲਵਾਯੂ ਸਮਾਰਟ ਖੇਤੀ ਬਾਰੇ ਜਾਗਰੂਕਤਾ ਕੈਂਪ ਲਗਾਇਆ ਗਿਆ। ਇਸ ਮੌਕੇ ਮਾਹਿਰਾਂ ਨੇ ਕਿਸਾਨਾਂ ਨੂੰ ਮਿੱਟੀ ਪਰਖ, ਪਾਣੀ ਦੀ ਸੰਭਾਲ ਅਤੇ ਪਰਾਲੀ ਪ੍ਰਬੰਧਨ ਬਾਰੇ ਵਿਸਥਾਰਪੂਰਵਕ ਜਾਣਕਾਰੀ ਦਿੱਤੀ। ਡਾ. ਮਨਦੀਪ ਸਿੰਘ ਨੇ ਕਿਹਾ ਕਿ ਕਿਸਾਨ ਹਰ ਤਿੰਨ ਸਾਲ ਬਾਅਦ ਆਪਣੇ ਖੇਤ ਦੀ ਮਿੱਟੀ ਦੀ ਜਾਂਚ ਜ਼ਰੂਰ ਕਰਵਾਉਣ ਤਾਂ ਜੋ ਖਾਦਾਂ ਦੀ ਸੰਤੁਲਿਤ ਵਰਤੋਂ ਕੀਤੀ ਜਾ ਸਕੇ। [136,910,198,1025]
drugs-headline: ਨਸ਼ਾ ਕਰਦੇ ਪੰਜ ਵਿਅਕਤੀ ਗ੍ਰਿਫ਼ਤਾਰ [341,91,477,101]
river-body-3: ਸੁਲਤਾਨਪੁਰ ਲੋਧੀ, 13 ਨਵੰਬਰ (ਨਰੇਸ਼ ਹੈਪੀ, ਥਿੰਦ)-ਦਰਿਆ ਬਿਆਸ ਨੇੜੇ ਹੜ੍ਹ ਕਾਰਨ ਖੇਤਾਂ ਵਿਚ ਜਮ੍ਹਾਂ ਹੋਈ ਰੇਤ ਅਤੇ ਮਿੱਟੀ ਦੀ ਸਫ਼ਾਈ ਲਈ ਪ੍ਰਸ਼ਾਸਨਿਕ ਅਧਿਕਾਰੀਆਂ ਨੇ ਮੌਕੇ ਦਾ ਦੌਰਾ ਕੀਤਾ। ਉਨ੍ਹਾਂ ਕਿਸਾਨਾਂ ਨੂੰ ਭਰੋਸਾ ਦਿੱਤਾ ਕਿ ਕਣਕ ਦੀ ਬਿਜਾਈ ਤੋਂ ਪਹਿਲਾਂ ਖੇਤਾਂ ਨੂੰ ਵਾਹੀਯੋਗ ਬਣਾ ਦਿੱਤਾ ਜਾਵੇਗਾ। [453,362,501,462]
column-rule-2 [502,88,503,328]
dc-caption: ਡੀ.ਸੀ. ਨੂੰ ਮੰਗ-ਪੱਤਰ ਸੌਂਪਦੇ ਹੋਏ ਕਿਸਾਨ ਆਗੂ। [506,145,592,151]
camp-body-5: ਕਪੂਰਥਲਾ, 13 ਨਵੰਬਰ (ਵਿ.ਪ੍ਰ.)-ਮਾਨਵ ਵਿਕਾਸ ਸੰਸਥਾ ਵਲੋਂ ਪਿੰਡ ਖੋਲੇ ਵਿਖੇ ਸਵੈ ਸਹਾਇਤਾ ਸਮੂਹਾਂ ਅਤੇ ਜਲਵਾਯੂ ਸਮਾਰਟ ਖੇਤੀ ਬਾਰੇ ਜਾਗਰੂਕਤਾ ਕੈਂਪ ਲਗਾਇਆ ਗਿਆ। ਇਸ ਮੌਕੇ ਮਾਹਿਰਾਂ ਨੇ ਕਿਸਾਨਾਂ ਨੂੰ ਮਿੱਟੀ ਪਰਖ, ਪਾਣੀ ਦੀ ਸੰਭਾਲ ਅਤੇ ਪਰਾਲੀ ਪ੍ਰਬੰਧਨ ਬਾਰੇ ਵਿਸਥਾਰਪੂਰਵਕ ਜਾਣਕਾਰੀ ਦਿੱਤੀ। ਡਾ. ਮਨਦੀਪ ਸਿੰਘ ਨੇ ਕਿਹਾ ਕਿ ਕਿਸਾਨ ਹਰ ਤਿੰਨ ਸਾਲ ਬਾਅਦ ਆਪਣੇ ਖੇਤ ਦੀ ਮਿੱਟੀ ਦੀ ਜਾਂਚ ਜ਼ਰੂਰ ਕਰਵਾਉਣ ਤਾਂ ਜੋ ਖਾਦਾਂ ਦੀ ਸੰਤੁਲਿਤ ਵਰਤੋਂ ਕੀਤੀ ਜਾ ਸਕੇ। [268,910,334,1025]
color-swatch-cyan-2 [420,1079,450,1087]
color-swatch-magenta-2 [450,1079,480,1087]
field-photo [341,204,499,324]
main-body-col3: ਕਪੂਰਥਲਾ, 13 ਨਵੰਬਰ (ਅਮਰਜੀਤ ਕੋਮਲ)-ਕੇਂਦਰੀ ਰਾਜ ਮੰਤਰੀ ਹਰਸ਼ ਮਲਹੋਤਰਾ ਨੇ ਅੱਜ ਭੁਲੱਥ ਹਲਕੇ ਦੇ ਹੜ੍ਹ ਪ੍ਰਭਾਵਿਤ ਪਿੰਡਾਂ ਦਾ ਦੌਰਾ ਕੀਤਾ ਤੇ ਕਿਸਾਨਾਂ ਦੀਆਂ ਮੁਸ਼ਕਿਲਾਂ ਸੁਣੀਆਂ। ਇਸ ਮੌਕੇ ਭਾਜਪਾ ਆਗੂ ਰਣਜੀਤ ਸਿੰਘ ਖੋਜੇਵਾਲ ਦੀ ਅਗਵਾਈ ਹੇਠ ਮੰਤਰੀ ਨੂੰ ਮੰਗ-ਪੱਤਰ ਸੌਂਪਿਆ ਗਿਆ ਜਿਸ ਵਿਚ ਹੜ੍ਹਾਂ ਨਾਲ ਹੋਏ ਨੁਕਸਾਨ ਦਾ ਮੁਆਵਜ਼ਾ ਦੇਣ ਦੀ ਮੰਗ ਕੀਤੀ ਗਈ। ਉਨ੍ਹਾਂ ਕਿਹਾ ਕਿ ਕੇਂਦਰ ਸਰਕਾਰ ਪੰਜਾਬ ਦੇ ਕਿਸਾਨਾਂ ਨਾਲ ਖੜ੍ਹੀ ਹੈ ਅਤੇ ਹਰ ਸੰਭਵ ਮਦਦ ਕੀਤੀ ਜਾਵੇਗੀ। ਇਸ ਮੌਕੇ ਜ਼ਿਲ੍ਹਾ ਪ੍ਰਧਾਨ, ਮੰਡਲ ਪ੍ਰਧਾਨ, ਸਰਪੰਚ, ਪੰਚ ਅਤੇ ਵੱਡੀ ਗਿਣਤੀ ਵਿਚ ਪਿੰਡ ਵਾਸੀ ਹਾਜ਼ਰ ਸਨ। [178,269,252,391]
religious-body-3: ਸੁਲਤਾਨਪੁਰ ਲੋਧੀ, 13 ਨਵੰਬਰ-ਧਾਰਮਿਕ ਪ੍ਰੀਖਿਆ ਵਿਚ ਸ਼ਾਨਦਾਰ ਪ੍ਰਾਪਤੀਆਂ ਕਰਨ ਵਾਲੇ ਵਿਦਿਆਰਥੀਆਂ ਨੂੰ ਸਕੂਲ ਵਿਖੇ ਕਰਵਾਏ ਸਮਾਗਮ ਦੌਰਾਨ ਸਨਮਾਨਿਤ ਕੀਤਾ ਗਿਆ। ਇਸ ਮੌਕੇ ਪ੍ਰਬੰਧਕਾਂ ਨੇ ਬੱਚਿਆਂ ਨੂੰ ਸਿੱਖ ਇਤਿਹਾਸ ਨਾਲ ਜੁੜਨ ਲਈ ਪ੍ਰੇਰਿਤ ਕੀਤਾ। [618,750,673,821]
color-bar-right [420,1072,660,1080]
sabha-banner: ਜ਼ਿਲ੍ਹਾ ਕੌਂਸਲਰਾਂ ਵਿਚੋਂ ਚੁਣੇ ਗਏ ਨੁਮਾਇੰਦਿਆਂ ਦਾ ਹੋਇਆ ਸਨਮਾਨ [4,740,174,751]
nameplate-red [341,19,479,57]
student-portrait [234,744,280,800]
thieves-headline: ਚੋਰਾਂ ਨੇ ਮਹਿਲਾ ਦੁਕਾਨਦਾਰ ਨੂੰ ਗੱਲਾਂ 'ਚ ਲਾ ਕੇ ਪੈਸਿਆਂ 'ਤੇ ਕੀਤਾ ਹੱਥ ਸਾਫ਼ [5,568,173,594]
relief-body-2: ਕਪੂਰਥਲਾ, 13 ਨਵੰਬਰ (ਸਡਾਨਾ)-ਸੰਗਤ ਦੇ ਸਹਿਯੋਗ ਨਾਲ ਹੜ੍ਹ ਪ੍ਰਭਾਵਿਤ ਇਲਾਕਿਆਂ ਲਈ ਰਾਸ਼ਨ, ਕੱਪੜੇ ਅਤੇ ਹੋਰ ਜ਼ਰੂਰੀ ਵਸਤਾਂ ਦੀ ਗੱਡੀ ਰਵਾਨਾ ਕੀਤੀ ਗਈ। [397,870,449,920]
masthead-subtitle: ਜਲੰਧਰ, ਸ਼ੁੱਕਰਵਾਰ [260,63,301,70]
sabha-headline: ਸਿੱਖ ਸਿੰਘ ਸਭਾ ਦੇ ਨਵੇਂ ਬਣੇ ਪ੍ਰਧਾਨ ਲਈ ਕਰਵਾਇਆ ਸਮਾਗਮ [4,718,151,737]
condolence-body-1: ਕਪੂਰਥਲਾ, 13 ਨਵੰਬਰ (ਵਿ.ਪ੍ਰ.)-ਦਰਦੀ ਪਰਿਵਾਰ ਨੂੰ ਉਸ ਸਮੇਂ ਭਾਰੀ ਸਦਮਾ ਪੁੱਜਾ ਜਦੋਂ ਉਨ੍ਹਾਂ ਦੇ ਮਾਤਾ ਜੀ ਅਕਾਲ ਚਲਾਣਾ ਕਰ ਗਏ। ਉਨ੍ਹਾਂ ਦੇ ਅੰਤਿਮ ਸੰਸਕਾਰ ਮੌਕੇ ਵੱਖ-ਵੱਖ ਸ਼ਖ਼ਸੀਅਤਾਂ ਨੇ ਪਰਿਵਾਰ ਨਾਲ ਦੁੱਖ ਸਾਂਝਾ ਕੀਤਾ। [506,624,558,695]
student-headline: ਸ੍ਰੀ ਗੁਰੂ ਨਾਨਕ ਖ਼ਾਲਸਾ ਕਾਲਜ ਦਾ ਵਿਦਿਆਰਥੀ ਪੰਜਾਬ ਯੂਨੀਵਰਸਿਟੀ ਦੀ ਮੈਰਿਟ ਸੂਚੀ 'ਚ [178,694,319,711]
color-swatch-yellow-2 [480,1079,510,1087]
dc-body-3: ਕਪੂਰਥਲਾ, 13 ਨਵੰਬਰ (ਅਮਨਜੋਤ ਸਿੰਘ ਵਾਲੀਆ)-ਕਿਸਾਨ ਜਥੇਬੰਦੀਆਂ ਦੇ ਵਫ਼ਦ ਨੇ ਵਧੀਕ ਡਿਪਟੀ ਕਮਿਸ਼ਨਰ ਨੂੰ ਮੰਗ-ਪੱਤਰ ਸੌਂਪ ਕੇ ਮੰਗ ਕੀਤੀ ਕਿ ਹੜ੍ਹਾਂ ਨਾਲ ਨੁਕਸਾਨੀਆਂ ਫ਼ਸਲਾਂ ਅਤੇ ਘਰਾਂ ਦਾ ਪੂਰਾ ਮੁਆਵਜ਼ਾ ਜਲਦ ਜਾਰੀ ਕੀਤਾ ਜਾਵੇ। ਆਗੂਆਂ ਨੇ ਕਿਹਾ ਕਿ ਕਈ ਪਿੰਡਾਂ ਵਿਚ ਅਜੇ ਤੱਕ ਗਿਰਦਾਵਰੀ ਦਾ ਕੰਮ ਪੂਰਾ ਨਹੀਂ ਹੋਇਆ। [618,192,673,285]
masthead-nameplate [200,16,482,78]
condolence-body-2: ਕਪੂਰਥਲਾ, 13 ਨਵੰਬਰ (ਵਿ.ਪ੍ਰ.)-ਦਰਦੀ ਪਰਿਵਾਰ ਨੂੰ ਉਸ ਸਮੇਂ ਭਾਰੀ ਸਦਮਾ ਪੁੱਜਾ ਜਦੋਂ ਉਨ੍ਹਾਂ ਦੇ ਮਾਤਾ ਜੀ ਅਕਾਲ ਚਲਾਣਾ ਕਰ ਗਏ। ਉਨ੍ਹਾਂ ਦੇ ਅੰਤਿਮ ਸੰਸਕਾਰ ਮੌਕੇ ਵੱਖ-ਵੱਖ ਸ਼ਖ਼ਸੀਅਤਾਂ ਨੇ ਪਰਿਵਾਰ ਨਾਲ ਦੁੱਖ ਸਾਂਝਾ ਕੀਤਾ। [618,624,673,688]
camp-body-2: ਕਪੂਰਥਲਾ, 13 ਨਵੰਬਰ (ਵਿ.ਪ੍ਰ.)-ਮਾਨਵ ਵਿਕਾਸ ਸੰਸਥਾ ਵਲੋਂ ਪਿੰਡ ਖੋਲੇ ਵਿਖੇ ਸਵੈ ਸਹਾਇਤਾ ਸਮੂਹਾਂ ਅਤੇ ਜਲਵਾਯੂ ਸਮਾਰਟ ਖੇਤੀ ਬਾਰੇ ਜਾਗਰੂਕਤਾ ਕੈਂਪ ਲਗਾਇਆ ਗਿਆ। ਇਸ ਮੌਕੇ ਮਾਹਿਰਾਂ ਨੇ ਕਿਸਾਨਾਂ ਨੂੰ ਮਿੱਟੀ ਪਰਖ, ਪਾਣੀ ਦੀ ਸੰਭਾਲ ਅਤੇ ਪਰਾਲੀ ਪ੍ਰਬੰਧਨ ਬਾਰੇ ਵਿਸਥਾਰਪੂਰਵਕ ਜਾਣਕਾਰੀ ਦਿੱਤੀ। ਡਾ. ਮਨਦੀਪ ਸਿੰਘ ਨੇ ਕਿਹਾ ਕਿ ਕਿਸਾਨ ਹਰ ਤਿੰਨ ਸਾਲ ਬਾਅਦ ਆਪਣੇ ਖੇਤ ਦੀ ਮਿੱਟੀ ਦੀ ਜਾਂਚ ਜ਼ਰੂਰ ਕਰਵਾਉਣ ਤਾਂ ਜੋ ਖਾਦਾਂ ਦੀ ਸੰਤੁਲਿਤ ਵਰਤੋਂ ਕੀਤੀ ਜਾ ਸਕੇ। [70,910,132,1025]
condolence-headline: ਦਰਦੀ ਪਰਿਵਾਰ ਨੂੰ ਸਦਮਾ, ਮਾਤਾ ਦਾ ਹੋਇਆ ਦਿਹਾਂਤ [510,585,669,615]
main-photo-caption: ਭੁਲੱਥ ਵਿਖੇ ਹੜ੍ਹ ਪ੍ਰਭਾਵਿਤ ਇਲਾਕਿਆਂ ਦਾ ਦੌਰਾ ਕਰਦੇ ਹੋਏ ਕੇਂਦਰੀ ਰਾਜ ਮੰਤਰੀ ਹਰਸ਼ ਮਲਹੋਤਰਾ ਤੇ ਹੋਰ ਆਗੂ। [4,183,203,189]
gurunanak-body-3: ਫਗਵਾੜਾ, 13 ਨਵੰਬਰ-ਸੰਸਥਾ ਵਲੋਂ ਹੜ੍ਹ ਪੀੜਤ ਪਰਿਵਾਰਾਂ ਨੂੰ ਰਾਸ਼ਨ ਕਿੱਟਾਂ, ਕੰਬਲ ਅਤੇ ਦਵਾਈਆਂ ਵੰਡੀਆਂ ਗਈਆਂ। ਪ੍ਰਬੰਧਕਾਂ ਨੇ ਕਿਹਾ ਕਿ ਔਖੀ ਘੜੀ ਵਿਚ ਲੋੜਵੰਦਾਂ ਦੀ ਸੇਵਾ ਕਰਨਾ ਸਭ ਦਾ ਫ਼ਰਜ਼ ਹੈ। [618,896,673,960]
cctv-photo [4,444,174,556]
drugs-body-2: ਫਗਵਾੜਾ, 13 ਨਵੰਬਰ (ਹਰਜੋਤ ਸਿੰਘ ਚਾਨਾ)-ਪੁਲਿਸ ਨੇ ਵੱਖ-ਵੱਖ ਥਾਵਾਂ ਤੋਂ ਨਸ਼ਾ ਕਰਦੇ ਪੰਜ ਵਿਅਕਤੀਆਂ ਨੂੰ ਗ੍ਰਿਫ਼ਤਾਰ ਕੀਤਾ ਹੈ। ਥਾਣਾ ਮੁਖੀ ਨੇ ਦੱਸਿਆ ਕਿ ਗੁਪਤ ਸੂਚਨਾ ਦੇ ਆਧਾਰ 'ਤੇ ਕਾਰਵਾਈ ਕਰਦਿਆਂ ਮੁਲਜ਼ਮਾਂ ਨੂੰ ਕਾਬੂ ਕੀਤਾ ਗਿਆ ਅਤੇ ਉਨ੍ਹਾਂ ਵਿਰੁੱਧ ਐਨ.ਡੀ.ਪੀ.ਐਸ. ਐਕਟ ਤਹਿਤ ਮਾਮਲਾ ਦਰਜ ਕਰ ਲਿਆ ਗਿਆ ਹੈ। [421,108,499,172]
registration-mark-top: ⊕ [333,0,340,9]
main-photo-1 [4,88,175,181]
